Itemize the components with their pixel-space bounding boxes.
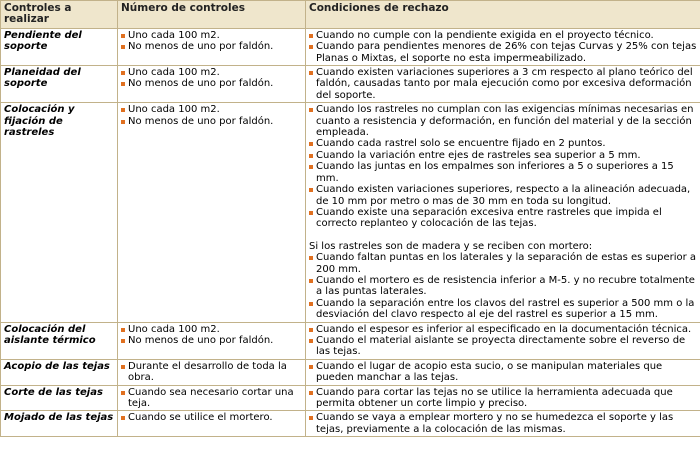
control-name: Mojado de las tejas — [1, 411, 118, 437]
rechazo-madera-item: Cuando faltan puntas en los laterales y la separación de estas es superior a 200 mm. — [309, 252, 697, 275]
table-row — [1, 359, 700, 385]
table-row — [1, 411, 700, 437]
numero-item: Durante el desarrollo de toda la obra. — [121, 361, 302, 384]
rechazo-item: Cuando existen variaciones superiores, respecto a la alineación adecuada, de 10 mm por metro o mas de 30 mm en toda su longitud. — [309, 184, 697, 207]
rechazo-item: Cuando la variación entre ejes de rastreles sea superior a 5 mm. — [309, 150, 697, 161]
header-numero: Número de controles — [118, 1, 306, 29]
header-row — [1, 1, 700, 29]
rechazo-cell — [306, 385, 700, 411]
rechazo-item: Cuando el lugar de acopio esta sucio, o se manipulan materiales que pueden manchar a las tejas. — [309, 361, 697, 384]
table-row — [1, 28, 700, 65]
numero-cell — [118, 103, 306, 322]
numero-item: Uno cada 100 m2. — [121, 30, 302, 41]
rechazo-cell — [306, 411, 700, 437]
rechazo-cell — [306, 359, 700, 385]
numero-item: Cuando sea necesario cortar una teja. — [121, 387, 302, 410]
numero-cell — [118, 411, 306, 437]
rechazo-item: Cuando el material aislante se proyecta directamente sobre el reverso de las tejas. — [309, 335, 697, 358]
rechazo-madera-item: Cuando la separación entre los clavos del rastrel es superior a 500 mm o la desviación del clavo respecto al eje del rastrel es superior a 15 mm. — [309, 298, 697, 321]
table-row — [1, 385, 700, 411]
numero-item: No menos de uno por faldón. — [121, 78, 302, 89]
numero-item: Uno cada 100 m2. — [121, 324, 302, 335]
control-name: Acopio de las tejas — [1, 359, 118, 385]
numero-cell — [118, 28, 306, 65]
numero-cell — [118, 322, 306, 359]
control-name: Corte de las tejas — [1, 385, 118, 411]
numero-cell — [118, 359, 306, 385]
table-row — [1, 103, 700, 322]
header-rechazo: Condiciones de rechazo — [306, 1, 700, 29]
rechazo-cell — [306, 103, 700, 322]
numero-item: No menos de uno por faldón. — [121, 116, 302, 127]
spacer — [309, 230, 697, 241]
rechazo-item: Cuando para pendientes menores de 26% con tejas Curvas y 25% con tejas Planas o Mixtas, el soporte no esta impermeabilizado. — [309, 41, 697, 64]
madera-intro: Si los rastreles son de madera y se reciben con mortero: — [309, 240, 593, 252]
table-row — [1, 66, 700, 103]
control-name: Planeidad del soporte — [1, 66, 118, 103]
rechazo-item: Cuando se vaya a emplear mortero y no se humedezca el soporte y las tejas, previamente a la colocación de las mismas. — [309, 412, 697, 435]
rechazo-item: Cuando las juntas en los empalmes son inferiores a 5 o superiores a 15 mm. — [309, 161, 697, 184]
numero-cell — [118, 385, 306, 411]
control-name: Pendiente del soporte — [1, 28, 118, 65]
numero-item: Cuando se utilice el mortero. — [121, 412, 302, 423]
rechazo-cell — [306, 322, 700, 359]
rechazo-cell — [306, 66, 700, 103]
header-controles: Controles a realizar — [1, 1, 118, 29]
rechazo-item: Cuando los rastreles no cumplan con las exigencias mínimas necesarias en cuanto a resistencia y deformación, en función del material y de la sección empleada. — [309, 104, 697, 138]
rechazo-cell — [306, 28, 700, 65]
numero-item: No menos de uno por faldón. — [121, 41, 302, 52]
rechazo-item: Cuando existe una separación excesiva entre rastreles que impida el correcto replanteo y colocación de las tejas. — [309, 207, 697, 230]
control-name: Colocación del aislante térmico — [1, 322, 118, 359]
rechazo-item: Cuando cada rastrel solo se encuentre fijado en 2 puntos. — [309, 138, 697, 149]
rechazo-item: Cuando no cumple con la pendiente exigida en el proyecto técnico. — [309, 30, 697, 41]
rechazo-madera-item: Cuando el mortero es de resistencia inferior a M-5. y no recubre totalmente a las puntas laterales. — [309, 275, 697, 298]
control-name: Colocación y fijación de rastreles — [1, 103, 118, 322]
numero-item: Uno cada 100 m2. — [121, 104, 302, 115]
numero-item: Uno cada 100 m2. — [121, 67, 302, 78]
table-body — [1, 28, 700, 436]
rechazo-item: Cuando para cortar las tejas no se utilice la herramienta adecuada que permita obtener un corte limpio y preciso. — [309, 387, 697, 410]
numero-item: No menos de uno por faldón. — [121, 335, 302, 346]
numero-cell — [118, 66, 306, 103]
rechazo-item: Cuando el espesor es inferior al especificado en la documentación técnica. — [309, 324, 697, 335]
rechazo-item: Cuando existen variaciones superiores a 3 cm respecto al plano teórico del faldón, causadas tanto por mala ejecución como por excesiva deformación del soporte. — [309, 67, 697, 101]
table-row — [1, 322, 700, 359]
